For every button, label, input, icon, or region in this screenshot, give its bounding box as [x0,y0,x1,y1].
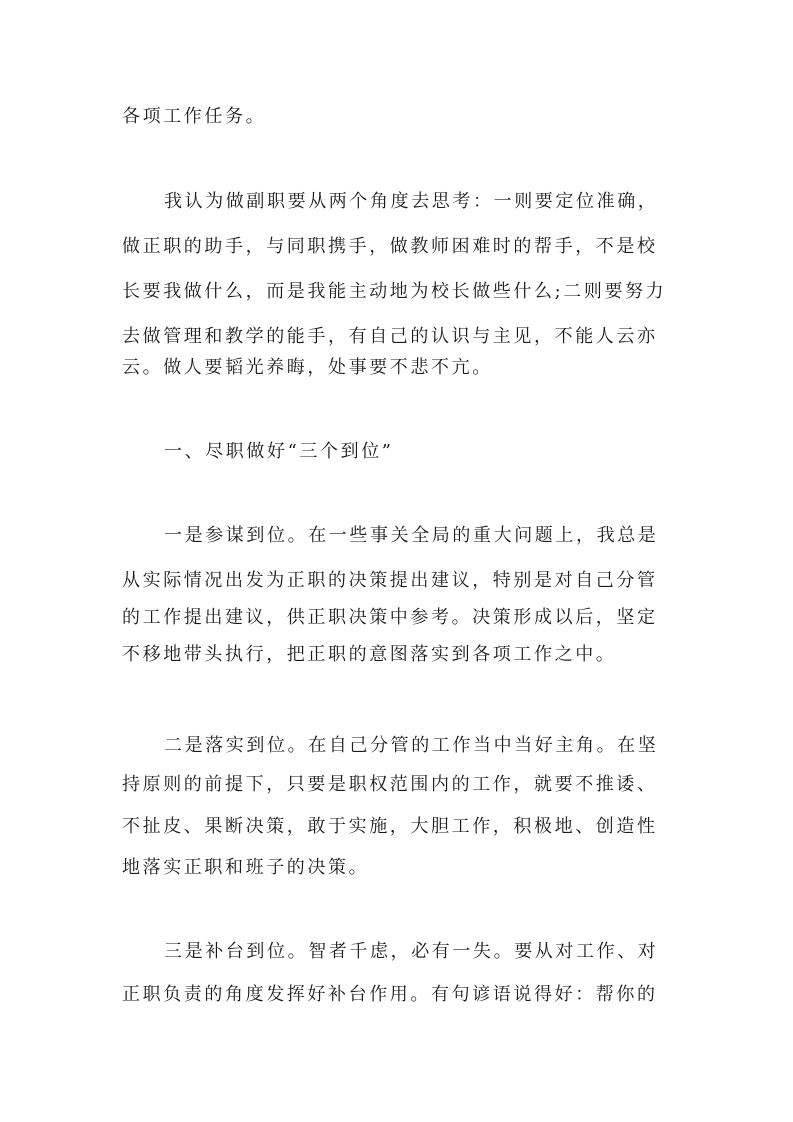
paragraph-line: 正职负责的角度发挥好补台作用。有句谚语说得好：帮你的 [122,984,658,1005]
paragraph-line: 不扯皮、果断决策，敢于实施，大胆工作，积极地、创造性 [122,816,658,837]
paragraph-line: 持原则的前提下，只要是职权范围内的工作，就要不推诿、 [122,774,658,795]
paragraph-line: 做正职的助手，与同职携手，做教师困难时的帮手，不是校 [122,236,658,257]
paragraph-line: 云。做人要韬光养晦，处事要不悲不亢。 [122,357,493,378]
paragraph-line: 去做管理和教学的能手，有自己的认识与主见，不能人云亦 [122,326,658,347]
paragraph-line: 各项工作任务。 [122,106,267,127]
paragraph-line: 地落实正职和班子的决策。 [122,857,370,878]
paragraph-line: 三是补台到位。智者千虑，必有一失。要从对工作、对 [164,941,659,962]
paragraph-line: 的工作提出建议，供正职决策中参考。决策形成以后，坚定 [122,607,658,628]
paragraph-line: 不移地带头执行，把正职的意图落实到各项工作之中。 [122,644,617,665]
paragraph-line: 二是落实到位。在自己分管的工作当中当好主角。在坚 [164,735,659,756]
paragraph-line: 一是参谋到位。在一些事关全局的重大问题上，我总是 [164,525,659,546]
paragraph-line: 我认为做副职要从两个角度去思考：一则要定位准确， [164,191,659,212]
paragraph-line: 长要我做什么，而是我能主动地为校长做些什么;二则要努力 [122,281,667,302]
paragraph-line: 从实际情况出发为正职的决策提出建议，特别是对自己分管 [122,570,658,591]
section-heading: 一、尽职做好“三个到位” [164,441,394,462]
